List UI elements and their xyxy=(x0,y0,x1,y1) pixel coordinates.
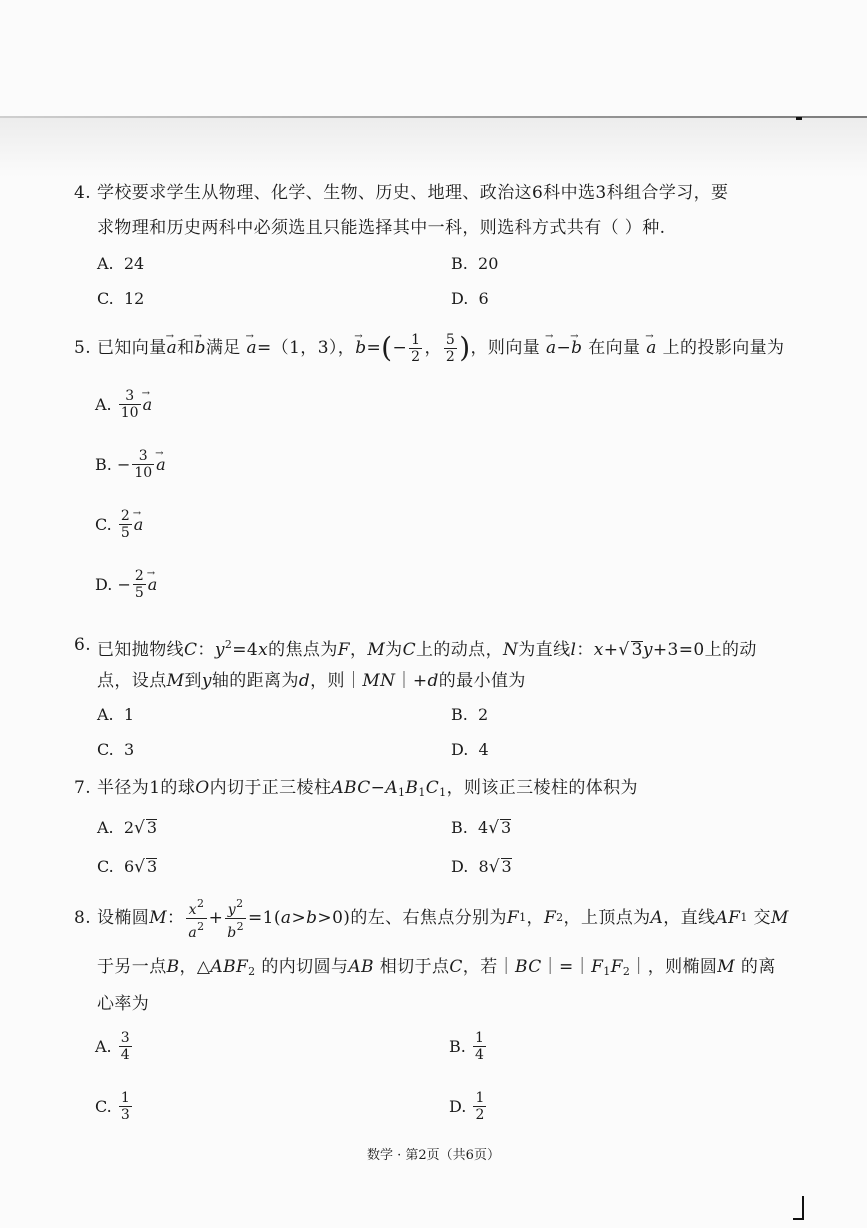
question-5-option-d: D. − $\frac{2}{5}$ → a xyxy=(95,568,157,601)
question-4-number: 4. xyxy=(74,183,92,203)
question-5-option-b: B. − $\frac{3}{10}$ → a xyxy=(95,448,166,481)
question-4-line-1: 学校要求学生从物理、化学、生物、历史、地理、政治这6科中选3科组合学习，要 xyxy=(97,183,729,203)
question-4-option-b: B. 20 xyxy=(451,254,499,273)
question-6-option-a: A. 1 xyxy=(97,705,134,724)
question-4-line-2: 求物理和历史两科中必须选且只能选择其中一科，则选科方式共有（ ）种. xyxy=(97,218,666,238)
question-7-option-b: B. 4√ 3 xyxy=(451,818,512,838)
question-7-number: 7. xyxy=(74,778,92,798)
question-5-stem: 已知向量 → a 和 → b 满足 → a =（1，3）， → b = ( − $\frac{1}{2}$ ， $\frac{5}{2}$ ) ，则向量 → a − → b 在向量 → a 上的投影向量为 xyxy=(97,322,784,374)
question-4-option-d: D. 6 xyxy=(451,289,489,308)
question-6-option-d: D. 4 xyxy=(451,740,489,759)
registration-mark-bottom-foot xyxy=(793,1218,804,1220)
question-7-option-a: A. 2√ 3 xyxy=(97,818,158,838)
question-8-line-1: 设椭圆 M ： $\frac{x^2}{a^2}$ + $\frac{y^2}{b^2}$ =1( a > b >0)的左、右焦点分别为 F 1 ， F 2 ，上顶点为 A ，直线 AF 1 交 M xyxy=(97,896,789,941)
scan-shadow xyxy=(0,117,867,177)
registration-mark-top xyxy=(796,117,802,120)
question-7-option-c: C. 6√ 3 xyxy=(97,857,158,877)
registration-mark-bottom xyxy=(802,1196,804,1220)
question-8-option-b: B. $\frac{1}{4}$ xyxy=(449,1030,484,1063)
question-8-number: 8. xyxy=(74,908,92,928)
question-7-option-d: D. 8√ 3 xyxy=(451,857,512,877)
question-4-option-c: C. 12 xyxy=(97,289,145,308)
question-8-option-a: A. $\frac{3}{4}$ xyxy=(95,1030,130,1063)
question-5-option-c: C. $\frac{2}{5}$ → a xyxy=(95,508,143,541)
question-8-option-c: C. $\frac{1}{3}$ xyxy=(95,1090,130,1123)
question-6-option-b: B. 2 xyxy=(451,705,489,724)
question-8-line-2: 于另一点B，$\triangle ABF_2$ 的内切圆与AB 相切于点C，若$|BC|=|F_1F_2|$，则椭圆M 的离 xyxy=(97,957,776,978)
scan-edge-line xyxy=(0,116,867,118)
question-5-option-a: A. $\frac{3}{10}$ → a xyxy=(95,388,152,421)
question-8-option-d: D. $\frac{1}{2}$ xyxy=(449,1090,485,1123)
question-6-line-2: 点，设点M到y轴的距离为d，则｜MN｜+d的最小值为 xyxy=(97,671,526,691)
question-8-line-3: 心率为 xyxy=(97,994,150,1014)
question-4-option-a: A. 24 xyxy=(97,254,145,273)
question-6-line-1: 已知抛物线C：$y^2=4x$的焦点为F，M为C上的动点，N为直线l：x+√ 3y+3=0上的动 xyxy=(97,638,757,660)
question-6-option-c: C. 3 xyxy=(97,740,135,759)
question-7-stem: 半径为1的球O内切于正三棱柱$ABC-A_1B_1C_1$，则该正三棱柱的体积为 xyxy=(97,778,638,799)
question-5-number: 5. xyxy=(74,338,92,358)
page-footer: 数学 · 第2页（共6页） xyxy=(367,1148,500,1163)
question-6-number: 6. xyxy=(74,635,92,655)
